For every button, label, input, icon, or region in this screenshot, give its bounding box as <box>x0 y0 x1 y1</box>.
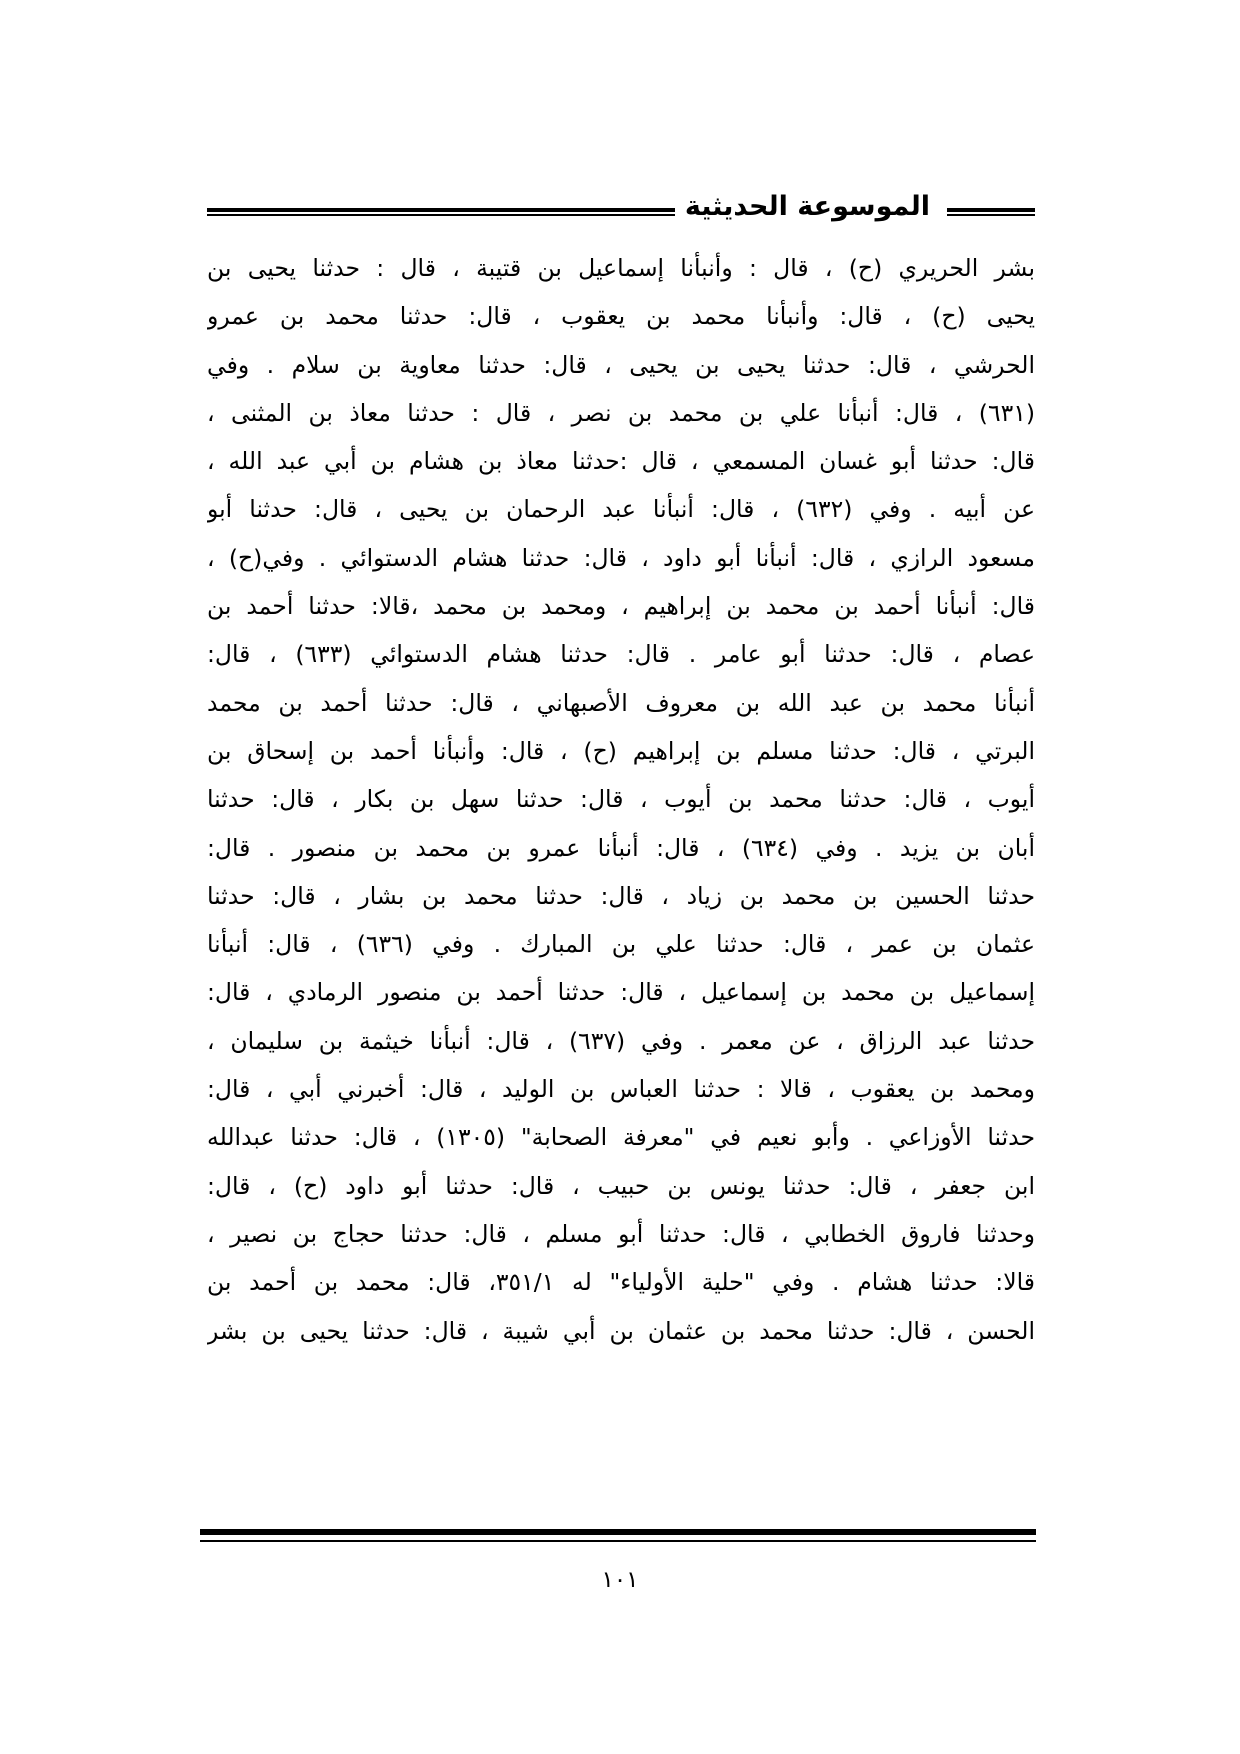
text-line: (٦٣١) ، قال: أنبأنا علي بن محمد بن نصر ، قال : حدثنا معاذ بن المثنى ، <box>207 398 1035 427</box>
header-rule-left-thin <box>207 214 678 216</box>
text-line: مسعود الرازي ، قال: أنبأنا أبو داود ، قال: حدثنا هشام الدستوائي . وفي(ح) ، <box>207 543 1035 572</box>
text-line: بشر الحريري (ح) ، قال : وأنبأنا إسماعيل بن قتيبة ، قال : حدثنا يحيى بن <box>207 254 1035 282</box>
page-number: ١٠١ <box>601 1567 639 1593</box>
text-line: أبان بن يزيد . وفي (٦٣٤) ، قال: أنبأنا عمرو بن محمد بن منصور . قال: <box>207 833 1035 862</box>
header-rule-right-thin <box>947 214 1035 216</box>
text-line: حدثنا الحسين بن محمد بن زياد ، قال: حدثنا محمد بن بشار ، قال: حدثنا <box>207 881 1035 910</box>
text-line: ومحمد بن يعقوب ، قالا : حدثنا العباس بن الوليد ، قال: أخبرني أبي ، قال: <box>207 1075 1035 1104</box>
header-rule-left <box>207 208 678 212</box>
text-line: أنبأنا محمد بن عبد الله بن معروف الأصبهاني ، قال: حدثنا أحمد بن محمد <box>207 688 1035 717</box>
text-line: قالا: حدثنا هشام . وفي "حلية الأولياء" له ٣٥١/١، قال: محمد بن أحمد بن <box>207 1268 1035 1297</box>
text-line: عصام ، قال: حدثنا أبو عامر . قال: حدثنا هشام الدستوائي (٦٣٣) ، قال: <box>207 640 1035 669</box>
header-rule-right <box>947 208 1035 212</box>
footer-rule <box>200 1529 1036 1535</box>
text-line: يحيى (ح) ، قال: وأنبأنا محمد بن يعقوب ، قال: حدثنا محمد بن عمرو <box>207 302 1035 331</box>
text-line: قال: حدثنا أبو غسان المسمعي ، قال :حدثنا معاذ بن هشام بن أبي عبد الله ، <box>207 447 1035 476</box>
text-line: قال: أنبأنا أحمد بن محمد بن إبراهيم ، ومحمد بن محمد ،قالا: حدثنا أحمد بن <box>207 592 1035 621</box>
text-line: الحسن ، قال: حدثنا محمد بن عثمان بن أبي شيبة ، قال: حدثنا يحيى بن بشر <box>207 1316 1035 1345</box>
text-line: إسماعيل بن محمد بن إسماعيل ، قال: حدثنا أحمد بن منصور الرمادي ، قال: <box>207 978 1035 1007</box>
footer-rule-thin <box>200 1540 1036 1542</box>
text-line: عن أبيه . وفي (٦٣٢) ، قال: أنبأنا عبد الرحمان بن يحيى ، قال: حدثنا أبو <box>207 495 1035 524</box>
header-title: الموسوعة الحديثية <box>675 190 940 224</box>
text-line: حدثنا الأوزاعي . وأبو نعيم في "معرفة الصحابة" (١٣٠٥) ، قال: حدثنا عبدالله <box>207 1123 1035 1152</box>
text-line: وحدثنا فاروق الخطابي ، قال: حدثنا أبو مسلم ، قال: حدثنا حجاج بن نصير ، <box>207 1219 1035 1248</box>
text-line: البرتي ، قال: حدثنا مسلم بن إبراهيم (ح) ، قال: وأنبأنا أحمد بن إسحاق بن <box>207 736 1035 765</box>
text-line: الحرشي ، قال: حدثنا يحيى بن يحيى ، قال: حدثنا معاوية بن سلام . وفي <box>207 350 1035 379</box>
text-line: حدثنا عبد الرزاق ، عن معمر . وفي (٦٣٧) ، قال: أنبأنا خيثمة بن سليمان ، <box>207 1026 1035 1055</box>
running-header <box>207 190 1035 230</box>
text-line: أيوب ، قال: حدثنا محمد بن أيوب ، قال: حدثنا سهل بن بكار ، قال: حدثنا <box>207 785 1035 814</box>
text-line: ابن جعفر ، قال: حدثنا يونس بن حبيب ، قال: حدثنا أبو داود (ح) ، قال: <box>207 1171 1035 1200</box>
text-line: عثمان بن عمر ، قال: حدثنا علي بن المبارك . وفي (٦٣٦) ، قال: أنبأنا <box>207 930 1035 959</box>
body-text <box>207 244 1035 1355</box>
